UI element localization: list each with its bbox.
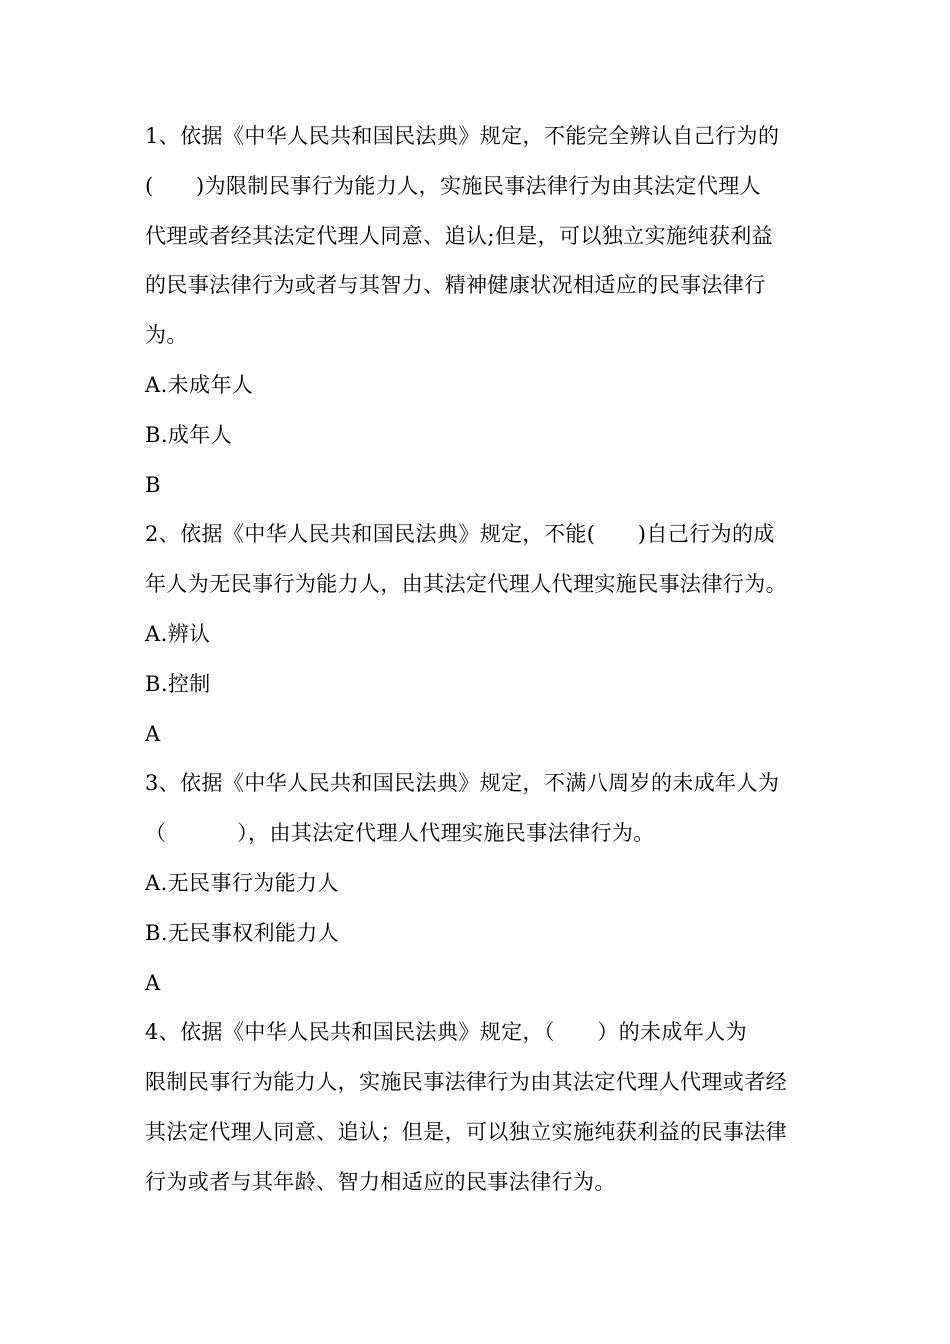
q3-stem-line-1: 3、依据《中华人民共和国民法典》规定，不满八周岁的未成年人为 [145,771,780,796]
q3-option-b: B.无民事权利能力人 [145,920,340,945]
q1-stem-line-3: 代理或者经其法定代理人同意、追认;但是，可以独立实施纯获利益 [145,223,774,248]
q1-stem-line-1: 1、依据《中华人民共和国民法典》规定，不能完全辨认自己行为的 [145,124,780,148]
q3-option-a: A.无民事行为能力人 [145,870,339,895]
q1-stem-line-2: ( )为限制民事行为能力人，实施民事法律行为由其法定代理人 [145,173,762,198]
q4-stem-line-2: 限制民事行为能力人，实施民事法律行为由其法定代理人代理或者经 [145,1070,787,1095]
q3-answer: A [145,970,161,995]
q1-option-b: B.成年人 [145,422,233,447]
q4-stem-line-3: 其法定代理人同意、追认；但是，可以独立实施纯获利益的民事法律 [145,1119,787,1144]
q1-answer: B [145,472,161,497]
q1-option-a: A.未成年人 [145,372,254,397]
q2-answer: A [145,721,161,746]
q1-stem-line-4: 的民事法律行为或者与其智力、精神健康状况相适应的民事法律行 [145,273,766,298]
q3-stem-line-2: （ ），由其法定代理人代理实施民事法律行为。 [145,821,655,846]
q2-option-a: A.辨认 [145,621,211,646]
q2-stem-line-1: 2、依据《中华人民共和国民法典》规定，不能( )自己行为的成 [145,522,775,547]
document-body [145,112,810,1208]
q2-option-b: B.控制 [145,671,211,696]
q4-stem-line-1: 4、依据《中华人民共和国民法典》规定，（ ）的未成年人为 [145,1020,748,1045]
q4-stem-line-4: 行为或者与其年龄、智力相适应的民事法律行为。 [145,1169,616,1194]
q2-stem-line-2: 年人为无民事行为能力人，由其法定代理人代理实施民事法律行为。 [145,572,787,597]
q1-stem-line-5: 为。 [145,323,188,348]
